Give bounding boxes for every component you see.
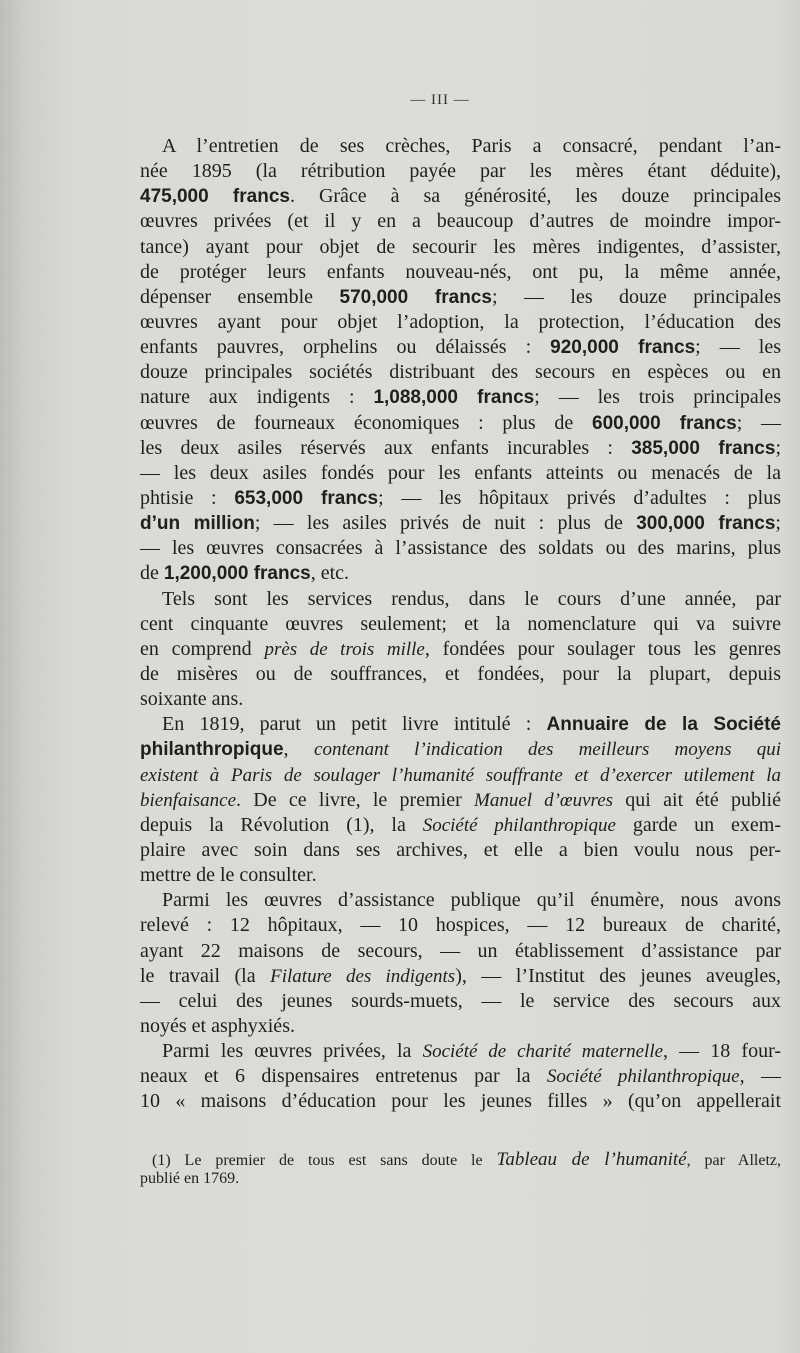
text-line (140, 712, 781, 737)
text-run: , — (739, 1065, 782, 1088)
text-run: œuvres de fourneaux économiques : plus de (140, 411, 593, 434)
text-line (140, 1064, 781, 1089)
text-run: le travail (la (140, 964, 271, 987)
text-run: de protéger leurs enfants nouveau-nés, ont pu, la même année, (140, 260, 781, 283)
text-line (140, 888, 781, 913)
text-line (140, 335, 781, 360)
text-run: Parmi les œuvres privées, la (162, 1040, 423, 1063)
text-line (140, 939, 781, 964)
text-run: de (140, 562, 164, 585)
text-line (140, 737, 781, 762)
text-line (140, 209, 781, 234)
text-run: garde un exem- (615, 813, 781, 836)
text-line (140, 310, 781, 335)
text-run: cent cinquante œuvres seulement; et la nomenclature qui va suivre (140, 612, 781, 635)
bold-emphasis: philanthropique (140, 739, 284, 761)
text-line (140, 360, 781, 385)
text-line (140, 511, 781, 536)
text-line (140, 536, 781, 561)
paragraph (140, 1039, 781, 1114)
text-run: Tels sont les services rendus, dans le cours d’une année, par (162, 587, 781, 610)
text-run: , — 18 four- (663, 1040, 781, 1063)
bold-emphasis: 1,088,000 francs (373, 387, 535, 409)
text-line (140, 184, 781, 209)
italic-title: Société de charité maternelle (422, 1041, 664, 1063)
text-run: de misères ou de souffrances, et fondées, pour la plupart, depuis (140, 662, 781, 685)
text-run: mettre de le consulter. (140, 864, 317, 887)
text-run: enfants pauvres, orphelins ou délaissés : (140, 336, 551, 359)
text-line (140, 461, 781, 486)
text-run: . De ce livre, le premier (236, 788, 475, 811)
bold-emphasis: 653,000 francs (234, 487, 379, 509)
italic-title: Manuel d’œuvres (474, 789, 614, 811)
text-line (140, 159, 781, 184)
text-run: plaire avec soin dans ses archives, et elle a bien voulu nous per- (140, 838, 781, 861)
text-run: ayant 22 maisons de secours, — un établissement d’assistance par (140, 939, 781, 962)
text-line (140, 964, 781, 989)
text-line (140, 813, 781, 838)
bold-emphasis: 1,200,000 francs (163, 563, 311, 585)
text-run: ; — (736, 411, 781, 434)
text-run: née 1895 (la rétribution payée par les mères étant déduite), (140, 160, 781, 183)
text-line (140, 1014, 781, 1039)
text-run: ; (775, 512, 781, 535)
text-line (140, 1039, 781, 1064)
text-line (140, 587, 781, 612)
text-line (140, 637, 781, 662)
text-run: , (283, 738, 315, 761)
text-line (140, 1089, 781, 1114)
text-run: ), — l’Institut des jeunes aveugles, (455, 964, 781, 987)
paragraph (140, 888, 781, 1039)
italic-title: Société philanthropique (422, 814, 616, 836)
body-text (140, 134, 781, 1114)
bold-emphasis: Annuaire de la Société (546, 714, 781, 736)
text-run: — les deux asiles fondés pour les enfants atteints ou menacés de la (140, 461, 781, 484)
bold-emphasis: 600,000 francs (592, 412, 737, 434)
text-run: 10 « maisons d’éducation pour les jeunes filles » (qu’on appellerait (140, 1090, 781, 1113)
text-line (140, 989, 781, 1014)
text-run: soixante ans. (140, 688, 244, 711)
text-run: neaux et 6 dispensaires entretenus par la (140, 1065, 547, 1088)
italic-title: Filature des indigents (270, 965, 456, 987)
text-run: En 1819, parut un petit livre intitulé : (162, 713, 547, 736)
text-line (140, 260, 781, 285)
text-run: — les œuvres consacrées à l’assistance des soldats ou des marins, plus (140, 537, 781, 560)
text-line (140, 913, 781, 938)
text-run: , etc. (310, 562, 350, 585)
text-run: ; — les trois principales (534, 386, 782, 409)
text-line (140, 612, 781, 637)
text-run: ; — les (695, 336, 781, 359)
text-line (140, 385, 781, 410)
paragraph (140, 712, 781, 888)
text-line (140, 561, 781, 586)
italic-title: près de trois mille (264, 638, 425, 660)
text-run: œuvres privées (et il y en a beaucoup d’autres de moindre impor- (140, 210, 781, 233)
text-run: tance) ayant pour objet de secourir les mères indigentes, d’assister, (140, 235, 781, 258)
text-run: , par Alletz, (686, 1152, 781, 1169)
text-run: ; — les asiles privés de nuit : plus de (254, 512, 637, 535)
text-run: œuvres ayant pour objet l’adoption, la protection, l’éducation des (140, 310, 781, 333)
bold-emphasis: 920,000 francs (550, 337, 696, 359)
text-line (140, 687, 781, 712)
text-line (140, 788, 781, 813)
bold-emphasis: d’un million (140, 513, 255, 535)
text-line (140, 838, 781, 863)
text-run: les deux asiles réservés aux enfants incurables : (140, 436, 632, 459)
footnote-line (140, 1170, 781, 1189)
text-run: publié en 1769. (140, 1169, 240, 1187)
text-run: qui ait été publié (613, 788, 781, 811)
italic-title: Société philanthropique (546, 1066, 740, 1088)
text-line (140, 436, 781, 461)
text-run: douze principales sociétés distribuant des secours en espèces ou en (140, 361, 781, 384)
text-run: Parmi les œuvres d’assistance publique qu’il énumère, nous avons (162, 889, 781, 912)
paragraph (140, 134, 781, 587)
text-run: (1) Le premier de tous est sans doute le (152, 1152, 497, 1169)
bold-emphasis: 475,000 francs (140, 186, 290, 208)
text-run: , fondées pour soulager tous les genres (424, 637, 781, 660)
text-line (140, 235, 781, 260)
text-line (140, 486, 781, 511)
text-run: nature aux indigents : (140, 386, 374, 409)
text-line (140, 134, 781, 159)
italic-title: existent à Paris de soulager l’humanité souffrante et d’exercer utilement la (140, 764, 781, 786)
footnote (140, 1151, 781, 1188)
italic-title: contenant l’indication des meilleurs moyens qui (314, 739, 781, 761)
italic-title: bienfaisance (140, 789, 237, 811)
page-number: — III — (410, 92, 470, 108)
text-run: ; — les hôpitaux privés d’adultes : plus (378, 486, 781, 509)
text-run: — celui des jeunes sourds-muets, — le service des secours aux (140, 989, 781, 1012)
text-run: ; (775, 436, 781, 459)
paragraph (140, 587, 781, 713)
text-run: noyés et asphyxiés. (140, 1014, 295, 1037)
bold-emphasis: 300,000 francs (636, 513, 776, 535)
text-run: en comprend (140, 637, 265, 660)
footnote-line (140, 1151, 781, 1170)
text-run: dépenser ensemble (140, 285, 340, 308)
text-run: . Grâce à sa générosité, les douze principales (289, 185, 781, 208)
text-line (140, 411, 781, 436)
text-run: depuis la Révolution (1), la (140, 813, 423, 836)
text-line (140, 863, 781, 888)
italic-title: Tableau de l’humanité (496, 1149, 687, 1170)
bold-emphasis: 385,000 francs (631, 437, 776, 459)
bold-emphasis: 570,000 francs (339, 286, 492, 308)
text-run: A l’entretien de ses crèches, Paris a consacré, pendant l’an- (162, 135, 781, 157)
text-line (140, 662, 781, 687)
text-run: relevé : 12 hôpitaux, — 10 hospices, — 12 bureaux de charité, (140, 914, 781, 937)
text-run: phtisie : (140, 486, 235, 509)
text-line (140, 285, 781, 310)
text-run: ; — les douze principales (491, 285, 781, 308)
text-line (140, 763, 781, 788)
